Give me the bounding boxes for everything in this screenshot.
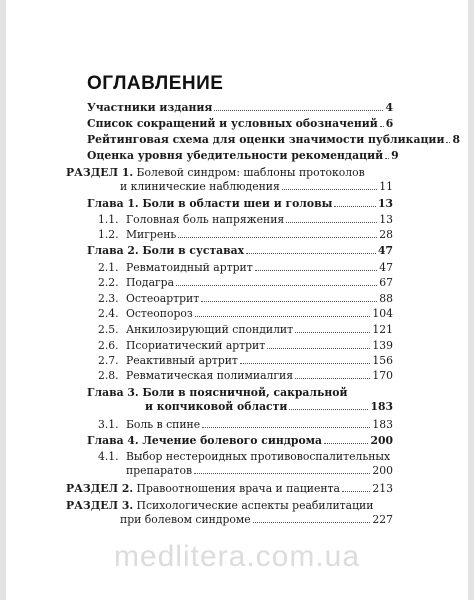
toc-page-number: 6 — [385, 117, 394, 130]
section-number: РАЗДЕЛ 3. — [66, 499, 134, 512]
toc-entry-1-2[interactable] — [98, 228, 393, 242]
toc-page-number: 8 — [452, 133, 460, 146]
toc-entry-label: Глава 3. Боли в поясничной, сакральной — [87, 386, 348, 399]
toc-entry-label: Боль в спине — [126, 418, 201, 431]
toc-entry-label: Ревматоидный артрит — [126, 261, 253, 274]
dot-leader — [334, 206, 376, 207]
item-number: 1.2. — [98, 228, 119, 241]
toc-entry-2-7[interactable] — [98, 354, 393, 368]
toc-entry-2-4[interactable] — [98, 307, 393, 321]
toc-entry-label: Выбор нестероидных противовоспалительных — [126, 450, 391, 463]
toc-entry-section-2[interactable] — [66, 482, 393, 496]
item-number: 2.2. — [98, 276, 119, 289]
toc-page-number: 13 — [377, 197, 393, 210]
toc-entry-section-1[interactable] — [66, 166, 393, 194]
toc-page-number: 121 — [372, 323, 393, 336]
toc-entry-label: Рейтинговая схема для оценки значимости публикации — [87, 133, 445, 146]
toc-entry-label: Псориатический артрит — [126, 339, 266, 352]
toc-entry-label: Остеоартрит — [126, 292, 200, 305]
toc-entry-chapter-4[interactable] — [87, 434, 393, 448]
toc-entry-label: Психологические аспекты реабилитации — [136, 499, 374, 512]
toc-entry-label: Реактивный артрит — [126, 354, 238, 367]
toc-entry-label: Головная боль напряжения — [126, 213, 285, 226]
item-number: 2.6. — [98, 339, 119, 352]
dot-leader — [178, 237, 377, 238]
section-number: РАЗДЕЛ 2. — [66, 482, 134, 495]
toc-entry-label: Глава 2. Боли в суставах — [87, 244, 245, 257]
dot-leader — [324, 443, 368, 444]
toc-entry-2-6[interactable] — [98, 339, 393, 353]
toc-entry-participants[interactable] — [87, 101, 393, 115]
dot-leader — [446, 142, 450, 143]
dot-leader — [286, 222, 377, 223]
item-number: 3.1. — [98, 418, 119, 431]
toc-entry-chapter-1[interactable] — [87, 197, 393, 211]
dot-leader — [194, 473, 370, 474]
toc-entry-label: Глава 4. Лечение болевого синдрома — [87, 434, 323, 447]
toc-entry-label: Оценка уровня убедительности рекомендаций — [87, 149, 384, 162]
dot-leader — [342, 491, 370, 492]
toc-entry-label: Болевой синдром: шаблоны протоколов — [136, 166, 365, 179]
item-number: 2.4. — [98, 307, 119, 320]
dot-leader — [246, 253, 376, 254]
toc-entry-2-5[interactable] — [98, 323, 393, 337]
item-number: 4.1. — [98, 450, 119, 463]
toc-entry-label: Остеопороз — [126, 307, 193, 320]
toc-entry-label: Глава 1. Боли в области шеи и головы — [87, 197, 333, 210]
toc-entry-label: Участники издания — [87, 101, 213, 114]
toc-entry-label: Подагра — [126, 276, 175, 289]
toc-entry-3-1[interactable] — [98, 418, 393, 432]
toc-page-number: 88 — [379, 292, 393, 305]
toc-entry-2-2[interactable] — [98, 276, 393, 290]
item-number: 2.1. — [98, 261, 119, 274]
toc-page-number: 47 — [377, 244, 393, 257]
toc-page-number: 200 — [370, 434, 393, 447]
watermark: medlitera.com.ua — [113, 540, 361, 573]
toc-entry-chapter-2[interactable] — [87, 244, 393, 258]
dot-leader — [176, 285, 377, 286]
toc-entry-2-8[interactable] — [98, 369, 393, 383]
toc-entry-label-cont: и клинические наблюдения — [120, 180, 280, 193]
toc-entry-rating-scheme[interactable] — [87, 133, 460, 147]
toc-page-number: 227 — [372, 513, 393, 526]
toc-page-number: 183 — [370, 400, 393, 413]
toc-entry-label: Мигрень — [126, 228, 177, 241]
toc-entry-recommendation-level[interactable] — [87, 149, 399, 163]
toc-entry-4-1[interactable] — [98, 450, 393, 478]
toc-entry-abbreviations[interactable] — [87, 117, 393, 131]
dot-leader — [255, 270, 378, 271]
toc-page-number: 183 — [372, 418, 393, 431]
dot-leader — [201, 301, 377, 302]
toc-page-number: 170 — [372, 369, 393, 382]
toc-page-number: 139 — [372, 339, 393, 352]
section-number: РАЗДЕЛ 1. — [66, 166, 134, 179]
toc-page-number: 28 — [379, 228, 393, 241]
dot-leader — [214, 110, 383, 111]
toc-page-number: 4 — [385, 101, 393, 114]
item-number: 2.5. — [98, 323, 119, 336]
toc-entry-label: Список сокращений и условных обозначений — [87, 117, 378, 130]
dot-leader — [267, 348, 370, 349]
toc-entry-label: Анкилозирующий спондилит — [126, 323, 294, 336]
dot-leader — [385, 158, 389, 159]
dot-leader — [195, 316, 371, 317]
dot-leader — [240, 363, 370, 364]
page-title: ОГЛАВЛЕНИЕ — [87, 73, 224, 94]
toc-entry-1-1[interactable] — [98, 213, 393, 227]
dot-leader — [202, 427, 370, 428]
toc-entry-2-3[interactable] — [98, 292, 393, 306]
toc-entry-label-cont: при болевом синдроме — [120, 513, 251, 526]
toc-entry-2-1[interactable] — [98, 261, 393, 275]
dot-leader — [253, 522, 371, 523]
item-number: 2.7. — [98, 354, 119, 367]
dot-leader — [380, 126, 384, 127]
toc-entry-label: Ревматическая полимиалгия — [126, 369, 294, 382]
dot-leader — [289, 409, 368, 410]
dot-leader — [295, 332, 370, 333]
toc-page-number: 47 — [379, 261, 393, 274]
toc-page-number: 156 — [372, 354, 393, 367]
toc-entry-label-cont: и копчиковой области — [145, 400, 288, 413]
toc-entry-label: Правоотношения врача и пациента — [136, 482, 340, 495]
toc-entry-chapter-3[interactable] — [87, 386, 393, 414]
toc-entry-label-cont: препаратов — [126, 464, 193, 477]
toc-page-number: 67 — [379, 276, 393, 289]
item-number: 2.3. — [98, 292, 119, 305]
toc-page-number: 213 — [372, 482, 393, 495]
toc-page-number: 200 — [372, 464, 393, 477]
item-number: 1.1. — [98, 213, 119, 226]
item-number: 2.8. — [98, 369, 119, 382]
toc-page-number: 13 — [379, 213, 393, 226]
toc-page-number: 104 — [372, 307, 393, 320]
dot-leader — [295, 378, 370, 379]
toc-page-number: 11 — [379, 180, 393, 193]
toc-page-number: 9 — [391, 149, 399, 162]
toc-entry-section-3[interactable] — [66, 499, 393, 527]
dot-leader — [282, 189, 377, 190]
